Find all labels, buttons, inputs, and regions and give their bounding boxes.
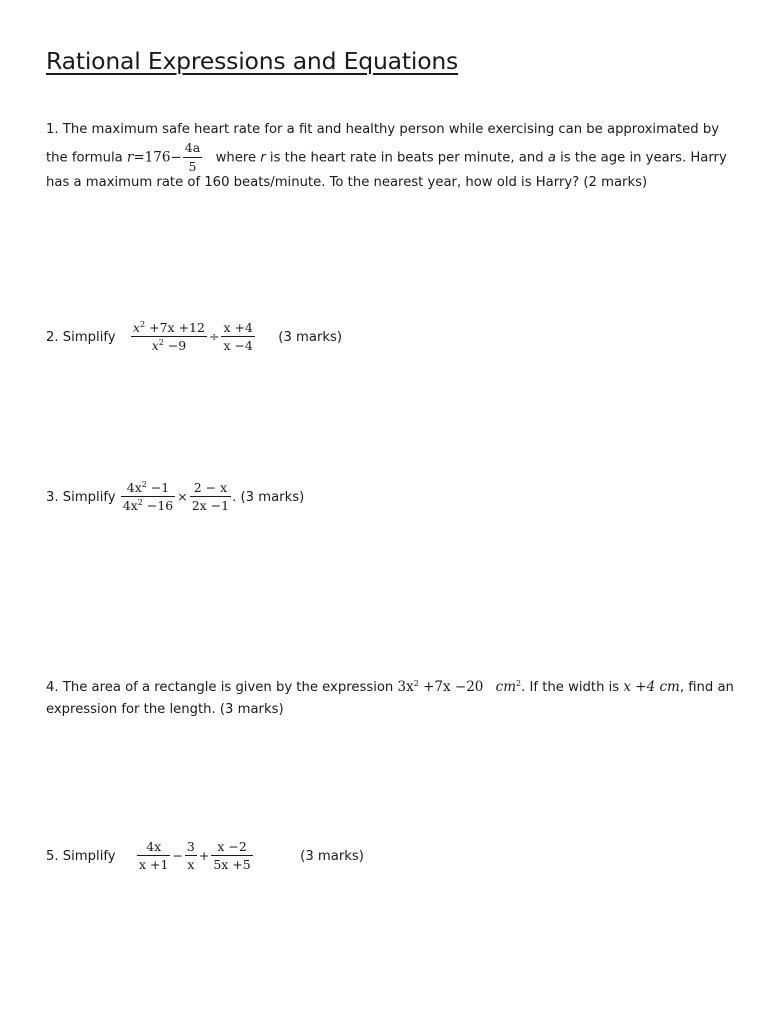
q3-f2-denominator: 2x −1 bbox=[191, 498, 230, 513]
q5-fraction-1 bbox=[137, 838, 170, 872]
q3-f1-num-4x: 4x bbox=[126, 479, 142, 495]
q1-var-a-text: a bbox=[547, 150, 556, 166]
q1-fraction-denominator: 5 bbox=[188, 158, 197, 174]
q1-fraction bbox=[183, 142, 202, 173]
q1-var-r-text: r bbox=[260, 150, 266, 166]
q3-f1-numerator bbox=[121, 479, 175, 498]
q2-f2-numerator: x +4 bbox=[221, 322, 254, 338]
q5-fraction-3 bbox=[211, 838, 252, 872]
q4-text-width: . If the width is bbox=[521, 680, 620, 695]
q4-text-find: , find an bbox=[679, 680, 734, 695]
q3-fraction-1 bbox=[121, 479, 175, 513]
q2-f1-denominator bbox=[131, 337, 207, 353]
q5-f2-numerator: 3 bbox=[185, 841, 197, 857]
q3-f1-den-rest: −16 bbox=[142, 498, 174, 513]
question-4-line-2: expression for the length. (3 marks) bbox=[46, 702, 284, 717]
q3-f1-den-4x: 4x bbox=[122, 498, 138, 513]
q2-f1-den-rest: −9 bbox=[163, 338, 187, 353]
q2-fraction-1 bbox=[131, 319, 207, 353]
q4-width-value: x +4 bbox=[623, 679, 656, 695]
q1-fraction-numerator: 4a bbox=[183, 142, 202, 158]
q3-label: 3. Simplify bbox=[46, 490, 116, 505]
q4-text-intro: 4. The area of a rectangle is given by the expression bbox=[46, 680, 394, 695]
q1-where: where bbox=[215, 150, 257, 166]
question-4-line-1 bbox=[46, 678, 734, 697]
q4-area-expression bbox=[397, 679, 521, 695]
q2-f1-den-exp: 2 bbox=[158, 338, 164, 347]
q1-heart-rate-text: is the heart rate in beats per minute, and bbox=[269, 150, 544, 166]
q3-f1-num-exp: 2 bbox=[141, 479, 147, 489]
page-title: Rational Expressions and Equations bbox=[46, 47, 459, 75]
q3-fraction-2 bbox=[190, 479, 231, 513]
q2-f1-num-x: x bbox=[132, 319, 141, 335]
q4-expr-rest: +7x −20 bbox=[418, 679, 484, 695]
q1-minus: − bbox=[170, 149, 182, 166]
q2-f2-denominator: x −4 bbox=[223, 338, 253, 353]
q3-marks: . (3 marks) bbox=[232, 490, 305, 505]
q1-var-r: r bbox=[126, 149, 134, 166]
q2-fraction-2 bbox=[221, 319, 254, 353]
q2-f1-numerator bbox=[131, 319, 207, 338]
question-3 bbox=[46, 477, 304, 518]
q2-f1-num-rest: +7x +12 bbox=[145, 319, 205, 335]
q3-f2-numerator: 2 − x bbox=[190, 482, 231, 498]
q4-unit-exp: 2 bbox=[516, 679, 522, 688]
question-2 bbox=[46, 317, 342, 358]
q2-f1-den-x: x bbox=[151, 338, 159, 353]
question-1-line-2 bbox=[46, 142, 727, 173]
q5-f1-numerator: 4x bbox=[137, 841, 170, 857]
q2-label: 2. Simplify bbox=[46, 330, 116, 345]
q2-marks: (3 marks) bbox=[278, 330, 343, 345]
q1-formula bbox=[127, 150, 182, 166]
q4-expr-exp: 2 bbox=[413, 679, 419, 688]
q3-f1-den-exp: 2 bbox=[137, 498, 143, 507]
q3-times-sign: × bbox=[177, 489, 188, 504]
question-1-line-3: has a maximum rate of 160 beats/minute. To the nearest year, how old is Harry? (2 marks) bbox=[46, 175, 648, 190]
q5-label: 5. Simplify bbox=[46, 849, 116, 864]
q3-f1-num-rest: −1 bbox=[146, 479, 170, 495]
q5-fraction-2 bbox=[185, 838, 197, 872]
question-1-line-1: 1. The maximum safe heart rate for a fit and healthy person while exercising can be approximated by bbox=[46, 122, 720, 137]
q4-unit-cm: cm bbox=[495, 679, 517, 695]
q1-text-formula-intro: the formula bbox=[46, 150, 123, 166]
q4-width-unit: cm bbox=[659, 679, 680, 695]
q2-f1-num-exp: 2 bbox=[140, 319, 146, 329]
q5-f3-denominator: 5x +5 bbox=[213, 857, 251, 872]
question-5 bbox=[46, 836, 364, 877]
q2-divide-sign: ÷ bbox=[208, 329, 220, 344]
q4-expr-3x: 3x bbox=[397, 679, 414, 695]
q4-width-expression bbox=[623, 679, 679, 695]
q3-f1-denominator bbox=[121, 497, 175, 513]
q1-age-text: is the age in years. Harry bbox=[560, 150, 727, 166]
q5-minus-sign: − bbox=[172, 848, 183, 863]
q5-plus-sign: + bbox=[198, 848, 210, 863]
q5-f1-denominator: x +1 bbox=[138, 857, 169, 872]
q1-eq-176: =176 bbox=[133, 149, 171, 166]
q5-f3-numerator: x −2 bbox=[211, 841, 252, 857]
q5-f2-denominator: x bbox=[187, 857, 195, 872]
q5-marks: (3 marks) bbox=[300, 849, 364, 864]
